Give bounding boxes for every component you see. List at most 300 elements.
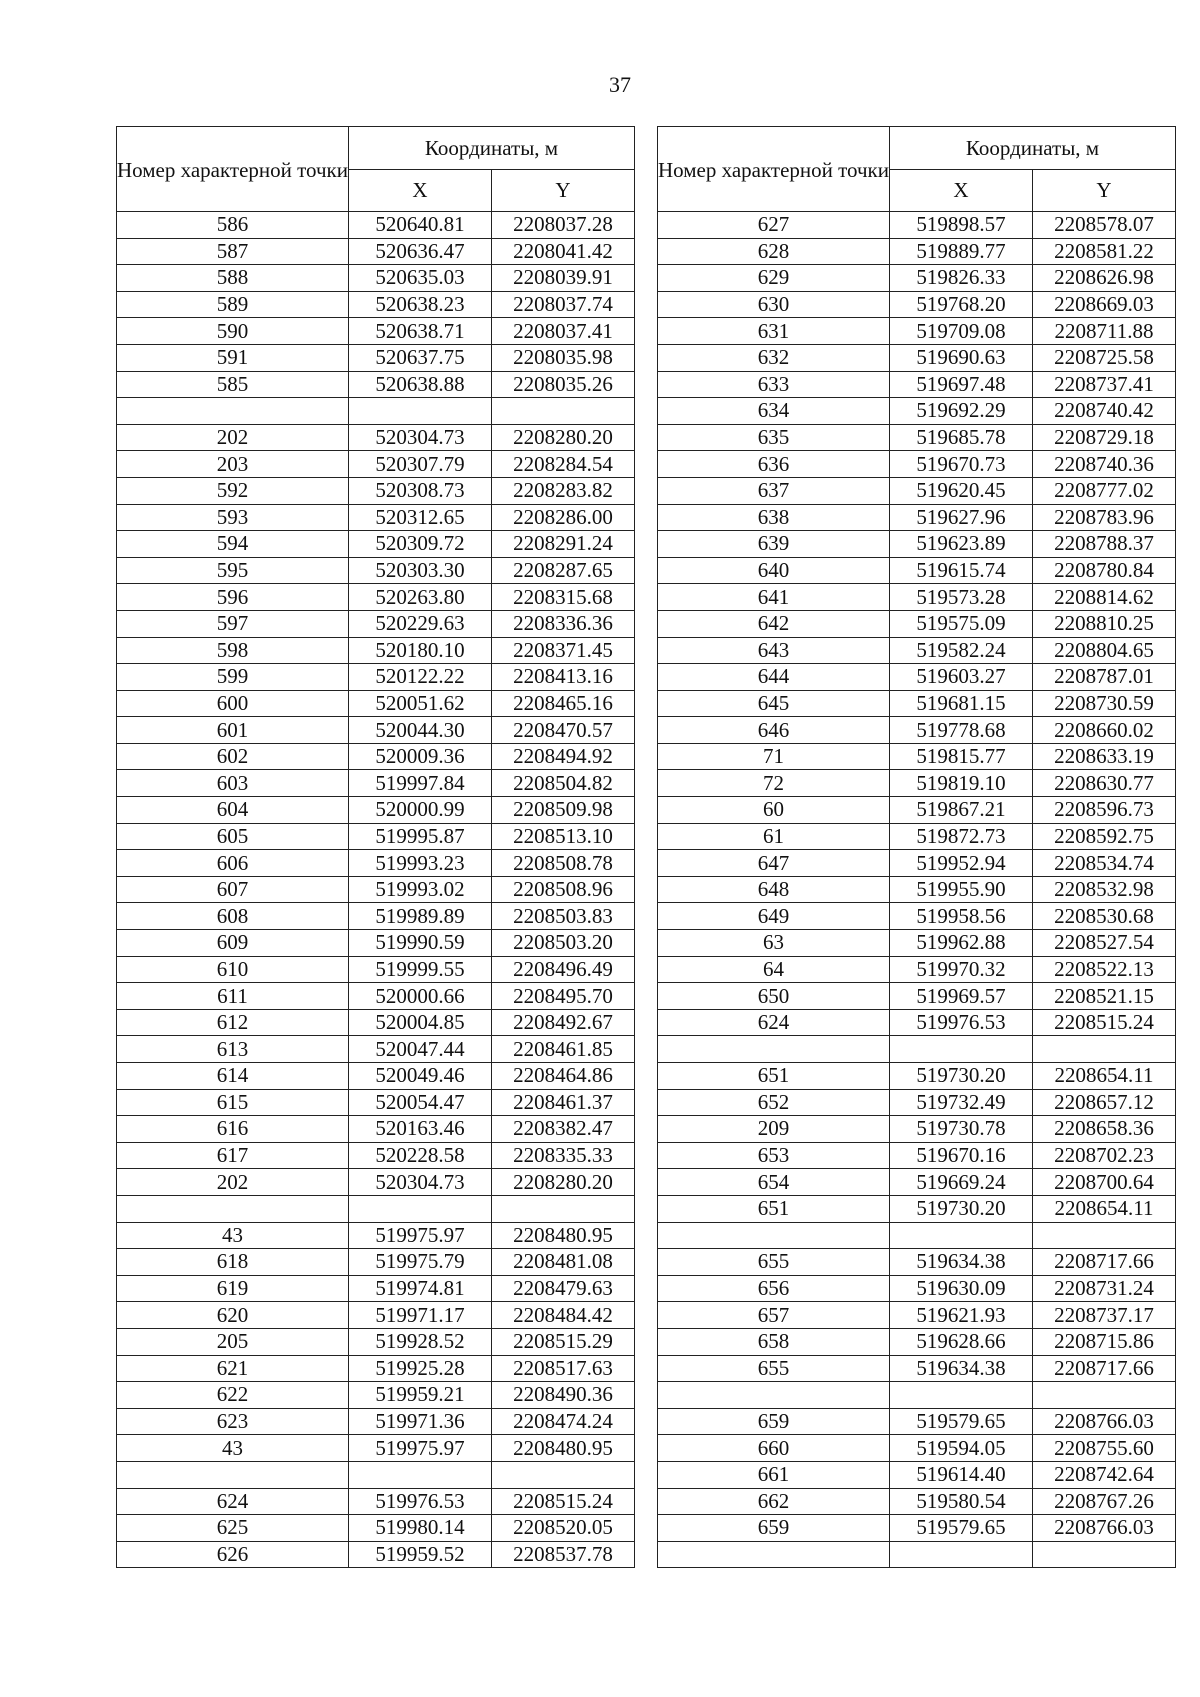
table-row xyxy=(117,557,635,584)
x-coordinate-cell: 519955.90 xyxy=(890,876,1033,903)
y-coordinate-cell: 2208335.33 xyxy=(492,1142,635,1169)
y-coordinate-cell: 2208037.74 xyxy=(492,291,635,318)
x-coordinate-cell: 520638.88 xyxy=(349,371,492,398)
point-number-cell: 587 xyxy=(117,238,349,265)
x-coordinate-cell xyxy=(349,1461,492,1488)
x-coordinate-cell: 519976.53 xyxy=(349,1488,492,1515)
table-row xyxy=(117,1009,635,1036)
x-coordinate-cell: 519573.28 xyxy=(890,584,1033,611)
table-row xyxy=(117,1435,635,1462)
y-coordinate-cell xyxy=(1033,1222,1176,1249)
y-coordinate-cell: 2208515.24 xyxy=(1033,1009,1176,1036)
y-coordinate-cell: 2208729.18 xyxy=(1033,424,1176,451)
x-coordinate-cell: 519709.08 xyxy=(890,318,1033,345)
point-number-cell: 620 xyxy=(117,1302,349,1329)
y-coordinate-cell: 2208592.75 xyxy=(1033,823,1176,850)
table-row xyxy=(658,1408,1176,1435)
point-number-cell xyxy=(658,1222,890,1249)
table-row xyxy=(658,770,1176,797)
point-number-cell: 615 xyxy=(117,1089,349,1116)
x-coordinate-cell: 519976.53 xyxy=(890,1009,1033,1036)
page-number: 37 xyxy=(609,72,631,97)
x-coordinate-cell: 519889.77 xyxy=(890,238,1033,265)
y-coordinate-cell: 2208495.70 xyxy=(492,983,635,1010)
table-row xyxy=(658,1142,1176,1169)
x-coordinate-cell: 520051.62 xyxy=(349,690,492,717)
table-row xyxy=(658,1116,1176,1143)
y-coordinate-cell: 2208737.17 xyxy=(1033,1302,1176,1329)
point-number-cell: 601 xyxy=(117,717,349,744)
x-coordinate-cell: 519975.97 xyxy=(349,1222,492,1249)
y-coordinate-cell: 2208702.23 xyxy=(1033,1142,1176,1169)
point-number-cell: 639 xyxy=(658,531,890,558)
x-coordinate-cell: 520229.63 xyxy=(349,610,492,637)
table-row xyxy=(117,1169,635,1196)
point-number-cell: 609 xyxy=(117,930,349,957)
point-number-cell: 64 xyxy=(658,956,890,983)
point-number-cell: 590 xyxy=(117,318,349,345)
y-coordinate-cell: 2208037.41 xyxy=(492,318,635,345)
table-row xyxy=(117,1488,635,1515)
x-coordinate-cell: 519971.36 xyxy=(349,1408,492,1435)
coordinates-table-right xyxy=(657,126,1176,1568)
y-coordinate-cell: 2208517.63 xyxy=(492,1355,635,1382)
point-number-cell: 63 xyxy=(658,930,890,957)
point-number-cell: 637 xyxy=(658,477,890,504)
table-row xyxy=(658,1249,1176,1276)
y-coordinate-cell: 2208508.78 xyxy=(492,850,635,877)
table-row xyxy=(117,903,635,930)
point-number-cell: 649 xyxy=(658,903,890,930)
x-coordinate-cell: 519975.97 xyxy=(349,1435,492,1462)
table-row xyxy=(117,531,635,558)
y-coordinate-cell: 2208283.82 xyxy=(492,477,635,504)
point-number-cell: 631 xyxy=(658,318,890,345)
point-number-cell: 645 xyxy=(658,690,890,717)
table-row xyxy=(658,664,1176,691)
x-coordinate-cell: 520637.75 xyxy=(349,344,492,371)
point-number-cell: 43 xyxy=(117,1435,349,1462)
y-coordinate-cell: 2208766.03 xyxy=(1033,1408,1176,1435)
x-coordinate-cell: 519685.78 xyxy=(890,424,1033,451)
y-coordinate-cell: 2208496.49 xyxy=(492,956,635,983)
x-coordinate-cell: 519615.74 xyxy=(890,557,1033,584)
point-number-cell: 607 xyxy=(117,876,349,903)
point-number-cell: 203 xyxy=(117,451,349,478)
table-row xyxy=(117,424,635,451)
y-coordinate-cell: 2208492.67 xyxy=(492,1009,635,1036)
point-number-cell: 626 xyxy=(117,1541,349,1568)
y-coordinate-cell: 2208654.11 xyxy=(1033,1063,1176,1090)
y-coordinate-cell: 2208484.42 xyxy=(492,1302,635,1329)
x-coordinate-cell: 520049.46 xyxy=(349,1063,492,1090)
x-coordinate-cell: 520054.47 xyxy=(349,1089,492,1116)
x-coordinate-cell: 519582.24 xyxy=(890,637,1033,664)
table-row xyxy=(117,212,635,239)
x-coordinate-cell: 520303.30 xyxy=(349,557,492,584)
table-row xyxy=(658,850,1176,877)
y-coordinate-cell: 2208767.26 xyxy=(1033,1488,1176,1515)
y-coordinate-cell: 2208490.36 xyxy=(492,1382,635,1409)
table-row xyxy=(117,1089,635,1116)
y-coordinate-cell: 2208470.57 xyxy=(492,717,635,744)
point-number-cell: 632 xyxy=(658,344,890,371)
y-coordinate-cell: 2208731.24 xyxy=(1033,1275,1176,1302)
x-coordinate-cell: 520044.30 xyxy=(349,717,492,744)
y-coordinate-cell: 2208503.20 xyxy=(492,930,635,957)
x-coordinate-cell: 519670.73 xyxy=(890,451,1033,478)
table-row xyxy=(658,930,1176,957)
point-number-cell: 608 xyxy=(117,903,349,930)
point-number-cell: 613 xyxy=(117,1036,349,1063)
table-row xyxy=(117,823,635,850)
point-number-cell: 644 xyxy=(658,664,890,691)
point-number-cell: 71 xyxy=(658,743,890,770)
x-coordinate-cell: 520004.85 xyxy=(349,1009,492,1036)
table-row xyxy=(117,983,635,1010)
table-row xyxy=(658,398,1176,425)
point-number-cell: 660 xyxy=(658,1435,890,1462)
point-number-cell: 598 xyxy=(117,637,349,664)
y-coordinate-cell xyxy=(492,1461,635,1488)
x-coordinate-cell: 520635.03 xyxy=(349,265,492,292)
y-coordinate-cell: 2208465.16 xyxy=(492,690,635,717)
point-number-cell: 653 xyxy=(658,1142,890,1169)
y-coordinate-cell: 2208494.92 xyxy=(492,743,635,770)
table-row xyxy=(658,1009,1176,1036)
y-coordinate-cell: 2208780.84 xyxy=(1033,557,1176,584)
y-coordinate-cell: 2208578.07 xyxy=(1033,212,1176,239)
table-row xyxy=(117,876,635,903)
table-row xyxy=(658,1302,1176,1329)
y-coordinate-cell: 2208657.12 xyxy=(1033,1089,1176,1116)
y-coordinate-cell: 2208371.45 xyxy=(492,637,635,664)
point-number-cell: 624 xyxy=(658,1009,890,1036)
point-number-cell: 596 xyxy=(117,584,349,611)
point-number-cell: 641 xyxy=(658,584,890,611)
x-coordinate-cell: 519692.29 xyxy=(890,398,1033,425)
point-number-cell: 43 xyxy=(117,1222,349,1249)
table-row xyxy=(658,265,1176,292)
table-row xyxy=(658,557,1176,584)
table-row xyxy=(658,797,1176,824)
table-row xyxy=(658,1435,1176,1462)
x-coordinate-cell: 519959.52 xyxy=(349,1541,492,1568)
table-row xyxy=(117,238,635,265)
x-coordinate-cell: 519634.38 xyxy=(890,1355,1033,1382)
point-number-cell: 654 xyxy=(658,1169,890,1196)
table-row xyxy=(117,318,635,345)
x-coordinate-cell: 519826.33 xyxy=(890,265,1033,292)
point-number-cell: 655 xyxy=(658,1355,890,1382)
y-coordinate-cell: 2208413.16 xyxy=(492,664,635,691)
x-coordinate-cell: 519627.96 xyxy=(890,504,1033,531)
point-number-cell: 610 xyxy=(117,956,349,983)
x-coordinate-cell: 519594.05 xyxy=(890,1435,1033,1462)
y-coordinate-cell: 2208515.24 xyxy=(492,1488,635,1515)
table-row xyxy=(658,637,1176,664)
table-row xyxy=(117,398,635,425)
y-coordinate-cell: 2208464.86 xyxy=(492,1063,635,1090)
table-row xyxy=(658,903,1176,930)
x-coordinate-cell: 519989.89 xyxy=(349,903,492,930)
table-row xyxy=(658,823,1176,850)
y-coordinate-cell: 2208537.78 xyxy=(492,1541,635,1568)
point-number-cell: 592 xyxy=(117,477,349,504)
table-row xyxy=(658,956,1176,983)
x-coordinate-cell: 519623.89 xyxy=(890,531,1033,558)
point-number-cell: 60 xyxy=(658,797,890,824)
table-row xyxy=(117,797,635,824)
y-coordinate-cell: 2208480.95 xyxy=(492,1222,635,1249)
y-coordinate-cell: 2208474.24 xyxy=(492,1408,635,1435)
y-coordinate-cell: 2208280.20 xyxy=(492,424,635,451)
y-coordinate-cell: 2208513.10 xyxy=(492,823,635,850)
y-coordinate-cell: 2208700.64 xyxy=(1033,1169,1176,1196)
point-number-cell xyxy=(117,1195,349,1222)
table-row xyxy=(658,1541,1176,1568)
y-coordinate-cell: 2208711.88 xyxy=(1033,318,1176,345)
y-coordinate-cell: 2208520.05 xyxy=(492,1515,635,1542)
y-coordinate-cell: 2208286.00 xyxy=(492,504,635,531)
table-row xyxy=(658,690,1176,717)
y-coordinate-cell: 2208284.54 xyxy=(492,451,635,478)
table-row xyxy=(658,1275,1176,1302)
point-number-cell: 599 xyxy=(117,664,349,691)
y-coordinate-cell: 2208532.98 xyxy=(1033,876,1176,903)
x-coordinate-cell: 519730.78 xyxy=(890,1116,1033,1143)
table-row xyxy=(658,743,1176,770)
y-coordinate-cell: 2208481.08 xyxy=(492,1249,635,1276)
x-coordinate-cell: 519621.93 xyxy=(890,1302,1033,1329)
y-coordinate-cell: 2208461.85 xyxy=(492,1036,635,1063)
point-number-cell: 650 xyxy=(658,983,890,1010)
x-coordinate-cell: 520180.10 xyxy=(349,637,492,664)
x-coordinate-cell: 519975.79 xyxy=(349,1249,492,1276)
x-coordinate-cell: 520263.80 xyxy=(349,584,492,611)
x-coordinate-cell: 520000.99 xyxy=(349,797,492,824)
y-coordinate-cell: 2208479.63 xyxy=(492,1275,635,1302)
x-coordinate-cell: 520636.47 xyxy=(349,238,492,265)
point-number-cell: 605 xyxy=(117,823,349,850)
table-row xyxy=(117,1541,635,1568)
table-row xyxy=(117,1328,635,1355)
table-row xyxy=(117,1195,635,1222)
table-body-left xyxy=(117,212,635,1568)
table-body-right xyxy=(658,212,1176,1568)
table-row xyxy=(658,983,1176,1010)
table-row xyxy=(117,291,635,318)
point-number-cell: 630 xyxy=(658,291,890,318)
table-row xyxy=(658,371,1176,398)
point-number-cell: 616 xyxy=(117,1116,349,1143)
x-coordinate-cell: 519579.65 xyxy=(890,1408,1033,1435)
table-row xyxy=(658,504,1176,531)
y-coordinate-cell xyxy=(492,1195,635,1222)
y-coordinate-cell: 2208810.25 xyxy=(1033,610,1176,637)
point-number-cell: 202 xyxy=(117,424,349,451)
x-coordinate-cell: 519778.68 xyxy=(890,717,1033,744)
point-number-cell: 659 xyxy=(658,1515,890,1542)
y-coordinate-cell: 2208527.54 xyxy=(1033,930,1176,957)
table-row xyxy=(658,344,1176,371)
x-coordinate-cell: 519928.52 xyxy=(349,1328,492,1355)
point-number-cell xyxy=(658,1382,890,1409)
table-row xyxy=(658,1063,1176,1090)
table-row xyxy=(117,451,635,478)
x-header: X xyxy=(349,170,492,212)
point-number-cell: 600 xyxy=(117,690,349,717)
table-row xyxy=(117,717,635,744)
x-coordinate-cell: 519768.20 xyxy=(890,291,1033,318)
table-row xyxy=(658,1036,1176,1063)
y-coordinate-cell: 2208596.73 xyxy=(1033,797,1176,824)
point-number-cell xyxy=(658,1541,890,1568)
table-row xyxy=(117,1461,635,1488)
y-coordinate-cell: 2208804.65 xyxy=(1033,637,1176,664)
table-row xyxy=(117,1408,635,1435)
y-coordinate-cell: 2208291.24 xyxy=(492,531,635,558)
y-coordinate-cell xyxy=(1033,1382,1176,1409)
point-number-cell: 662 xyxy=(658,1488,890,1515)
table-row xyxy=(117,1116,635,1143)
x-coordinate-cell: 519872.73 xyxy=(890,823,1033,850)
table-row xyxy=(658,876,1176,903)
x-coordinate-cell: 519670.16 xyxy=(890,1142,1033,1169)
point-number-cell: 627 xyxy=(658,212,890,239)
x-coordinate-cell: 520308.73 xyxy=(349,477,492,504)
point-number-cell: 619 xyxy=(117,1275,349,1302)
y-coordinate-cell: 2208715.86 xyxy=(1033,1328,1176,1355)
point-number-cell: 595 xyxy=(117,557,349,584)
table-row xyxy=(117,664,635,691)
table-row xyxy=(117,1302,635,1329)
y-coordinate-cell: 2208522.13 xyxy=(1033,956,1176,983)
x-coordinate-cell: 519815.77 xyxy=(890,743,1033,770)
y-coordinate-cell: 2208480.95 xyxy=(492,1435,635,1462)
table-row xyxy=(117,1063,635,1090)
table-row xyxy=(117,1515,635,1542)
x-coordinate-cell: 519990.59 xyxy=(349,930,492,957)
table-row xyxy=(658,1195,1176,1222)
x-coordinate-cell: 520163.46 xyxy=(349,1116,492,1143)
x-coordinate-cell: 519974.81 xyxy=(349,1275,492,1302)
y-coordinate-cell: 2208783.96 xyxy=(1033,504,1176,531)
point-number-cell: 209 xyxy=(658,1116,890,1143)
table-row xyxy=(658,1222,1176,1249)
x-coordinate-cell: 519669.24 xyxy=(890,1169,1033,1196)
x-coordinate-cell: 519969.57 xyxy=(890,983,1033,1010)
y-coordinate-cell: 2208742.64 xyxy=(1033,1461,1176,1488)
y-coordinate-cell: 2208461.37 xyxy=(492,1089,635,1116)
x-coordinate-cell: 519580.54 xyxy=(890,1488,1033,1515)
y-coordinate-cell: 2208740.36 xyxy=(1033,451,1176,478)
x-coordinate-cell: 519634.38 xyxy=(890,1249,1033,1276)
point-number-header: Номер характерной точки xyxy=(658,127,890,212)
table-row xyxy=(117,371,635,398)
y-coordinate-cell: 2208654.11 xyxy=(1033,1195,1176,1222)
y-coordinate-cell: 2208814.62 xyxy=(1033,584,1176,611)
point-number-cell: 659 xyxy=(658,1408,890,1435)
x-coordinate-cell: 519958.56 xyxy=(890,903,1033,930)
point-number-cell: 624 xyxy=(117,1488,349,1515)
point-number-cell: 647 xyxy=(658,850,890,877)
table-row xyxy=(658,1328,1176,1355)
point-number-cell: 646 xyxy=(658,717,890,744)
point-number-header: Номер характерной точки xyxy=(117,127,349,212)
y-coordinate-cell: 2208509.98 xyxy=(492,797,635,824)
y-header: Y xyxy=(1033,170,1176,212)
table-row xyxy=(117,477,635,504)
table-row xyxy=(658,477,1176,504)
y-coordinate-cell: 2208037.28 xyxy=(492,212,635,239)
x-coordinate-cell: 519620.45 xyxy=(890,477,1033,504)
point-number-cell: 603 xyxy=(117,770,349,797)
x-coordinate-cell: 519997.84 xyxy=(349,770,492,797)
point-number-cell: 642 xyxy=(658,610,890,637)
x-coordinate-cell: 519681.15 xyxy=(890,690,1033,717)
point-number-cell: 614 xyxy=(117,1063,349,1090)
table-row xyxy=(117,1382,635,1409)
point-number-cell: 651 xyxy=(658,1195,890,1222)
y-coordinate-cell: 2208035.98 xyxy=(492,344,635,371)
y-coordinate-cell: 2208382.47 xyxy=(492,1116,635,1143)
x-coordinate-cell: 519579.65 xyxy=(890,1515,1033,1542)
y-coordinate-cell: 2208737.41 xyxy=(1033,371,1176,398)
table-row xyxy=(117,1249,635,1276)
y-coordinate-cell: 2208336.36 xyxy=(492,610,635,637)
point-number-cell: 628 xyxy=(658,238,890,265)
point-number-cell: 202 xyxy=(117,1169,349,1196)
x-coordinate-cell: 519575.09 xyxy=(890,610,1033,637)
y-coordinate-cell: 2208766.03 xyxy=(1033,1515,1176,1542)
table-row xyxy=(658,584,1176,611)
x-coordinate-cell: 520312.65 xyxy=(349,504,492,531)
point-number-cell: 634 xyxy=(658,398,890,425)
point-number-cell: 594 xyxy=(117,531,349,558)
point-number-cell: 629 xyxy=(658,265,890,292)
point-number-cell: 591 xyxy=(117,344,349,371)
x-coordinate-cell: 520228.58 xyxy=(349,1142,492,1169)
point-number-cell: 586 xyxy=(117,212,349,239)
x-coordinate-cell: 520640.81 xyxy=(349,212,492,239)
x-coordinate-cell: 520309.72 xyxy=(349,531,492,558)
table-row xyxy=(658,1488,1176,1515)
x-coordinate-cell: 519898.57 xyxy=(890,212,1033,239)
point-number-cell: 589 xyxy=(117,291,349,318)
x-coordinate-cell: 519614.40 xyxy=(890,1461,1033,1488)
y-coordinate-cell: 2208530.68 xyxy=(1033,903,1176,930)
x-coordinate-cell: 519628.66 xyxy=(890,1328,1033,1355)
table-row xyxy=(117,1355,635,1382)
table-row xyxy=(117,1275,635,1302)
x-coordinate-cell: 519959.21 xyxy=(349,1382,492,1409)
y-coordinate-cell: 2208755.60 xyxy=(1033,1435,1176,1462)
y-coordinate-cell: 2208503.83 xyxy=(492,903,635,930)
x-header: X xyxy=(890,170,1033,212)
y-coordinate-cell: 2208787.01 xyxy=(1033,664,1176,691)
table-row xyxy=(658,531,1176,558)
x-coordinate-cell: 519952.94 xyxy=(890,850,1033,877)
table-row xyxy=(117,637,635,664)
point-number-cell: 597 xyxy=(117,610,349,637)
point-number-cell: 655 xyxy=(658,1249,890,1276)
x-coordinate-cell xyxy=(349,398,492,425)
y-coordinate-cell xyxy=(1033,1036,1176,1063)
y-coordinate-cell: 2208730.59 xyxy=(1033,690,1176,717)
x-coordinate-cell: 519730.20 xyxy=(890,1063,1033,1090)
point-number-cell: 633 xyxy=(658,371,890,398)
